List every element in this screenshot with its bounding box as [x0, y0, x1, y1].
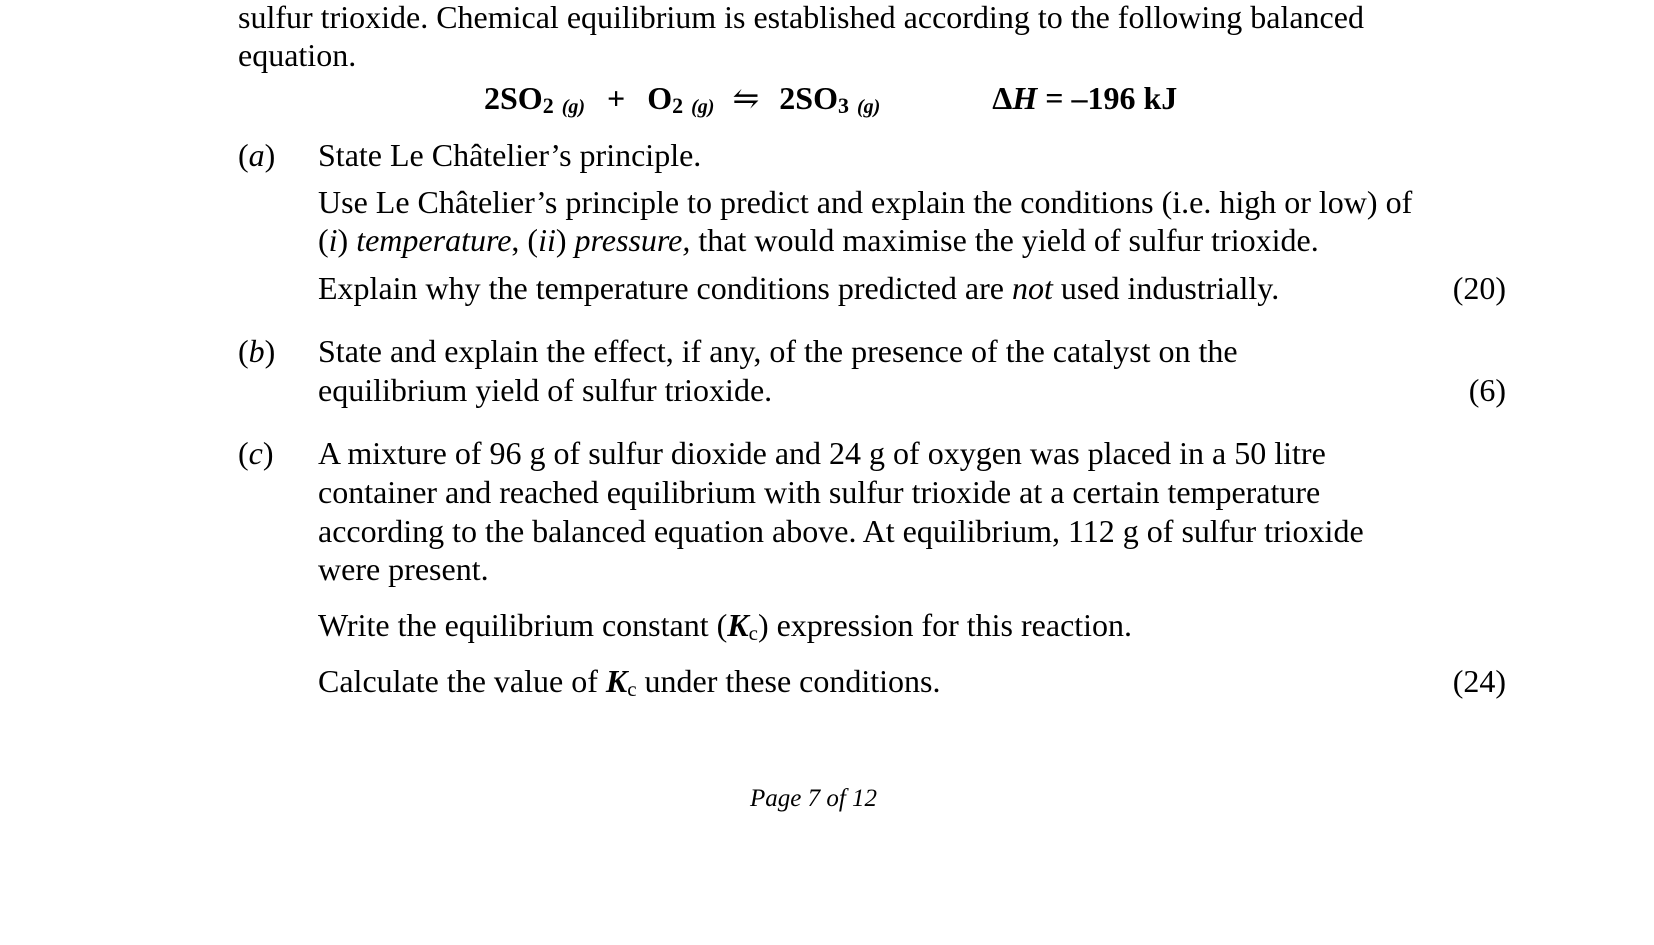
- part-b-marks: (6): [1468, 372, 1506, 408]
- product: 2SO3 (g): [779, 80, 881, 118]
- part-a-line-1: State Le Châtelier’s principle.: [318, 137, 702, 173]
- enthalpy-change: ΔH = –196 kJ: [992, 80, 1178, 116]
- plus-sign: +: [607, 80, 626, 116]
- part-a-marks: (20): [1452, 270, 1506, 306]
- part-c-line-3: according to the balanced equation above. At equilibrium, 112 g of sulfur trioxide: [318, 513, 1364, 549]
- page-number: Page 7 of 12: [749, 785, 878, 812]
- part-c-line-4: were present.: [318, 551, 489, 587]
- part-c-marks: (24): [1452, 663, 1506, 699]
- part-c-line-2: container and reached equilibrium with sulfur trioxide at a certain temperature: [318, 474, 1321, 510]
- part-a-line-4: Explain why the temperature conditions predicted are not used industrially.: [318, 270, 1280, 306]
- part-a-label: (a): [238, 137, 276, 173]
- reactant-1: 2SO2 (g): [484, 80, 586, 118]
- part-b-line-1: State and explain the effect, if any, of the presence of the catalyst on the: [318, 333, 1238, 369]
- equilibrium-arrow-icon: ⇋: [732, 80, 760, 116]
- part-b-line-2: equilibrium yield of sulfur trioxide.: [318, 372, 773, 408]
- part-c-line-5: Write the equilibrium constant (Kc) expression for this reaction.: [318, 607, 1133, 645]
- intro-line-2: equation.: [238, 37, 357, 73]
- part-a-line-2: Use Le Châtelier’s principle to predict and explain the conditions (i.e. high or low) of: [318, 184, 1413, 220]
- part-a-line-3: (i) temperature, (ii) pressure, that would maximise the yield of sulfur trioxide.: [318, 222, 1319, 258]
- part-c-line-1: A mixture of 96 g of sulfur dioxide and 24 g of oxygen was placed in a 50 litre: [318, 435, 1326, 471]
- part-c-label: (c): [238, 435, 274, 471]
- reactant-2: O2 (g): [647, 80, 715, 118]
- intro-line-1: sulfur trioxide. Chemical equilibrium is established according to the following balanced: [238, 0, 1364, 35]
- part-b-label: (b): [238, 333, 276, 369]
- part-c-line-6: Calculate the value of Kc under these conditions.: [318, 663, 941, 701]
- balanced-equation: [484, 78, 1177, 123]
